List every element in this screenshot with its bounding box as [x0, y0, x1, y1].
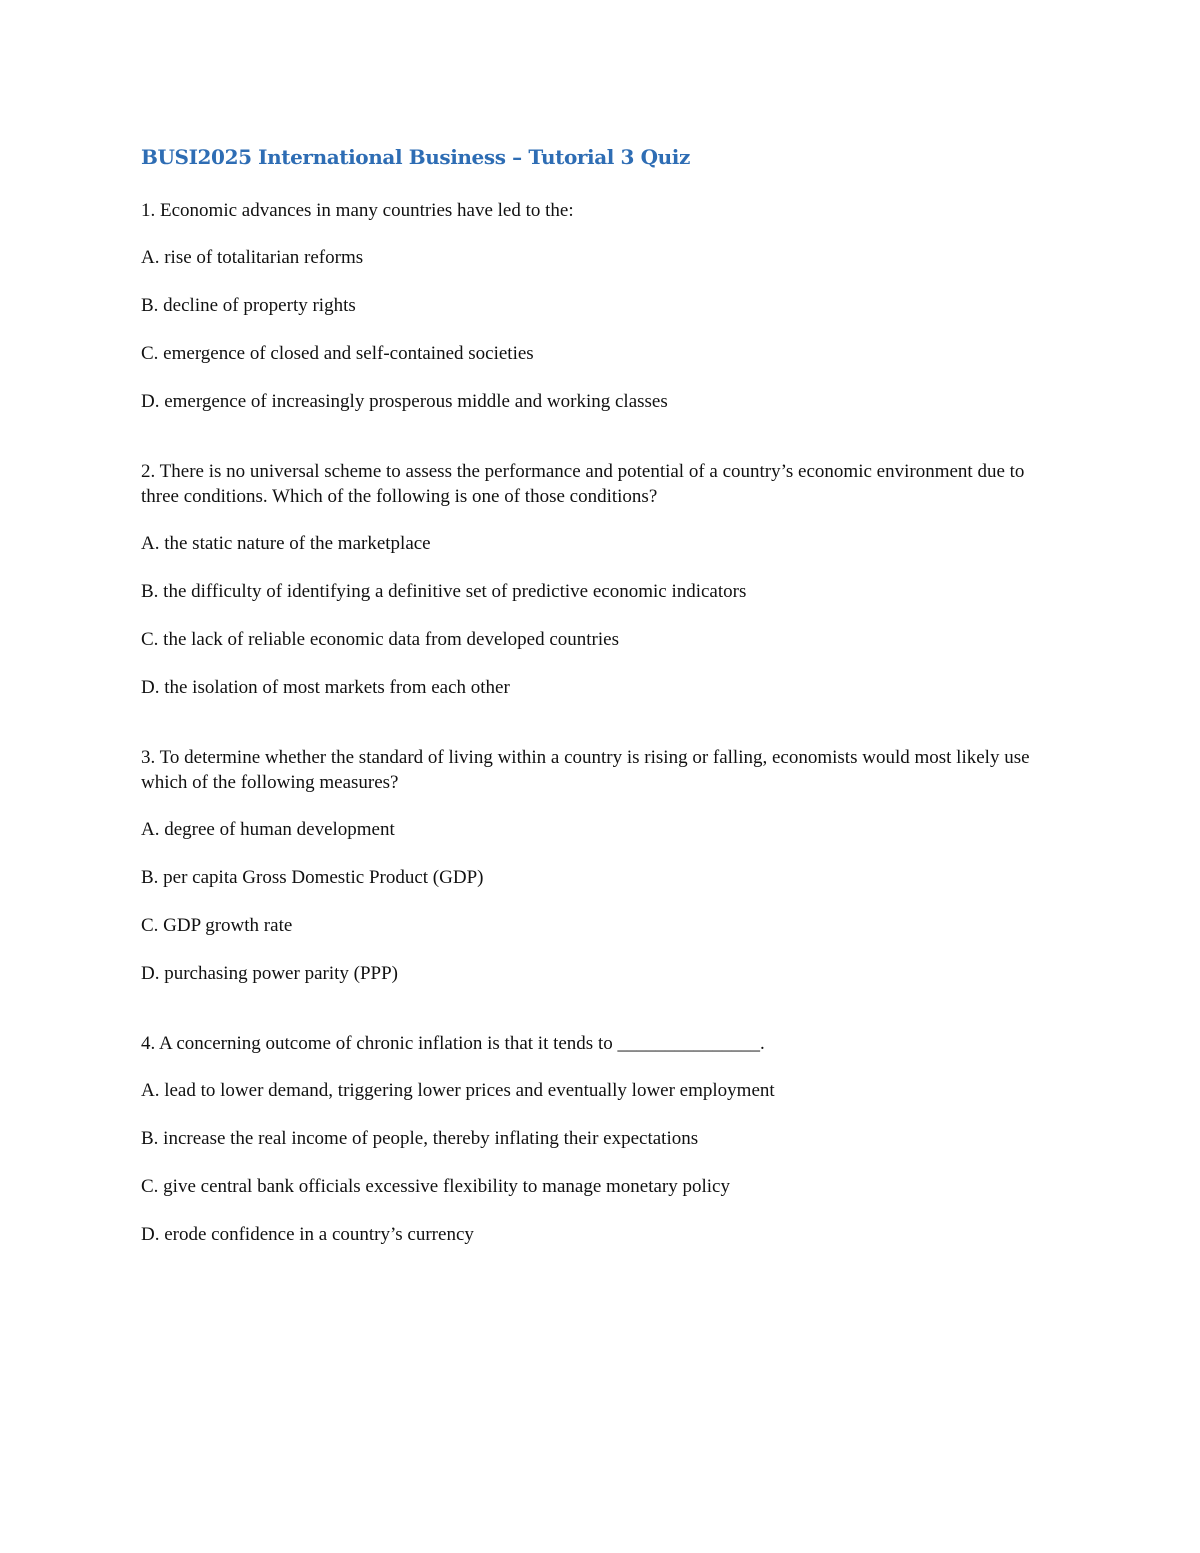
answer-option-b: B. increase the real income of people, thereby inflating their expectations — [141, 1128, 699, 1149]
question-3 — [141, 745, 1041, 986]
answer-option-d: D. erode confidence in a country’s currency — [141, 1224, 474, 1245]
question-4 — [141, 1031, 1041, 1247]
answer-option-d: D. the isolation of most markets from each other — [141, 677, 510, 698]
question-stem: 2. There is no universal scheme to assess the performance and potential of a country’s economic environment due to three conditions. Which of the following is one of those conditions? — [141, 461, 1025, 507]
answer-option-c: C. GDP growth rate — [141, 915, 293, 936]
question-1 — [141, 198, 1041, 414]
answer-option-b: B. per capita Gross Domestic Product (GDP) — [141, 867, 484, 888]
answer-option-a: A. lead to lower demand, triggering lower prices and eventually lower employment — [141, 1080, 775, 1101]
answer-option-d: D. purchasing power parity (PPP) — [141, 963, 398, 984]
answer-option-c: C. emergence of closed and self-contained societies — [141, 343, 534, 364]
document-title: BUSI2025 International Business – Tutorial 3 Quiz — [141, 145, 690, 169]
document-page — [141, 140, 1041, 1247]
answer-option-a: A. rise of totalitarian reforms — [141, 247, 364, 268]
answer-option-b: B. the difficulty of identifying a definitive set of predictive economic indicators — [141, 581, 747, 602]
question-stem: 4. A concerning outcome of chronic inflation is that it tends to _______________. — [141, 1033, 765, 1054]
answer-option-b: B. decline of property rights — [141, 295, 356, 316]
answer-option-c: C. the lack of reliable economic data from developed countries — [141, 629, 619, 650]
answer-option-c: C. give central bank officials excessive flexibility to manage monetary policy — [141, 1176, 730, 1197]
answer-option-d: D. emergence of increasingly prosperous middle and working classes — [141, 391, 668, 412]
question-stem: 1. Economic advances in many countries have led to the: — [141, 200, 574, 221]
answer-option-a: A. degree of human development — [141, 819, 395, 840]
question-2 — [141, 459, 1041, 700]
answer-option-a: A. the static nature of the marketplace — [141, 533, 431, 554]
question-stem: 3. To determine whether the standard of living within a country is rising or falling, economists would most likely use which of the following measures? — [141, 747, 1030, 793]
